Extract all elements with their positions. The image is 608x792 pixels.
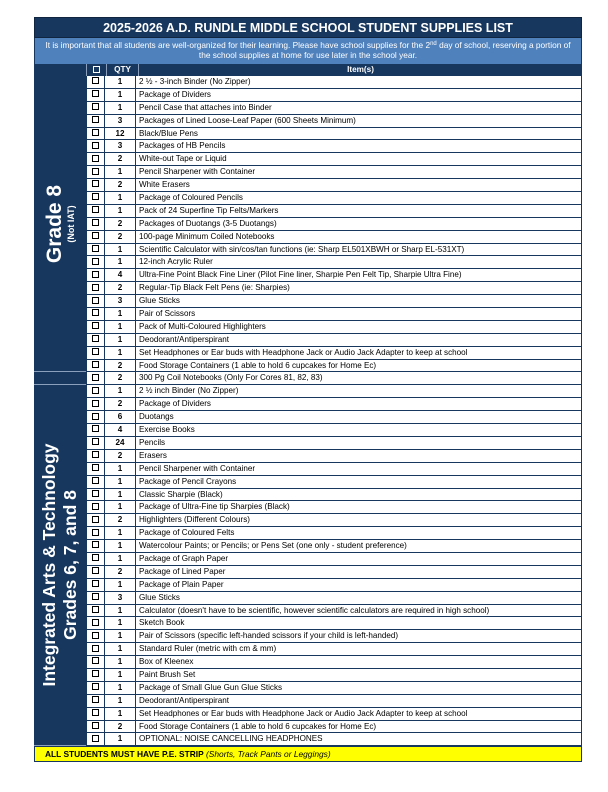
list-item <box>86 540 582 553</box>
checkbox-icon <box>92 129 99 136</box>
header-qty: QTY <box>106 64 138 76</box>
list-item <box>86 566 582 579</box>
item-name: Duotangs <box>136 411 582 423</box>
item-checkbox[interactable] <box>86 179 105 191</box>
checkbox-icon <box>92 258 99 265</box>
item-qty: 1 <box>105 733 136 745</box>
checkbox-icon <box>92 490 99 497</box>
header-spacer <box>34 64 86 76</box>
item-qty: 2 <box>105 282 136 294</box>
item-name: Package of Dividers <box>136 398 582 410</box>
list-item <box>86 682 582 695</box>
checkbox-icon <box>92 142 99 149</box>
item-checkbox[interactable] <box>86 385 105 397</box>
pe-strip-banner <box>34 746 582 762</box>
iat-section <box>34 385 582 746</box>
item-name: Box of Kleenex <box>136 656 582 668</box>
item-qty: 1 <box>105 579 136 591</box>
item-name: Scientific Calculator with sin/cos/tan functions (ie: Sharp EL501XBWH or Sharp EL-531XT) <box>136 244 582 256</box>
item-qty: 2 <box>105 566 136 578</box>
list-item <box>86 527 582 540</box>
list-item <box>86 605 582 618</box>
checkbox-icon <box>92 503 99 510</box>
item-qty: 1 <box>105 334 136 346</box>
item-qty: 2 <box>105 450 136 462</box>
checkbox-icon <box>92 361 99 368</box>
item-qty: 2 <box>105 231 136 243</box>
checkbox-icon <box>92 103 99 110</box>
item-checkbox[interactable] <box>86 669 105 681</box>
item-qty: 1 <box>105 656 136 668</box>
item-name: Sketch Book <box>136 617 582 629</box>
item-qty: 1 <box>105 256 136 268</box>
item-name: Package of Small Glue Gun Glue Sticks <box>136 682 582 694</box>
checkbox-icon <box>92 541 99 548</box>
list-item <box>86 514 582 527</box>
item-qty: 2 <box>105 218 136 230</box>
checkbox-icon <box>92 593 99 600</box>
item-name: 300 Pg Coil Notebooks (Only For Cores 81, 82, 83) <box>136 372 582 384</box>
checkbox-icon <box>92 348 99 355</box>
list-item <box>86 450 582 463</box>
item-qty: 1 <box>105 166 136 178</box>
item-name: Packages of Duotangs (3-5 Duotangs) <box>136 218 582 230</box>
item-qty: 3 <box>105 592 136 604</box>
list-item <box>86 102 582 115</box>
list-item <box>86 89 582 102</box>
list-item <box>86 76 582 89</box>
item-name: Packages of Lined Loose-Leaf Paper (600 Sheets Minimum) <box>136 115 582 127</box>
list-item <box>86 347 582 360</box>
checkbox-icon <box>92 451 99 458</box>
item-qty: 1 <box>105 527 136 539</box>
item-checkbox[interactable] <box>86 682 105 694</box>
checkbox-icon <box>92 657 99 664</box>
checkbox-icon <box>92 670 99 677</box>
checkbox-icon <box>92 529 99 536</box>
item-qty: 1 <box>105 669 136 681</box>
list-item <box>86 489 582 502</box>
item-checkbox[interactable] <box>86 695 105 707</box>
checkbox-icon <box>92 206 99 213</box>
item-name: Package of Plain Paper <box>136 579 582 591</box>
item-qty: 1 <box>105 501 136 513</box>
item-checkbox[interactable] <box>86 269 105 281</box>
intro-text <box>34 38 582 64</box>
checkbox-icon <box>92 413 99 420</box>
item-checkbox[interactable] <box>86 643 105 655</box>
item-checkbox[interactable] <box>86 128 105 140</box>
item-checkbox[interactable] <box>86 437 105 449</box>
checkbox-icon <box>92 477 99 484</box>
footer-bold: ALL STUDENTS MUST HAVE P.E. STRIP <box>45 749 204 760</box>
iat-rows <box>86 385 582 746</box>
intro-superscript: nd <box>430 41 437 47</box>
intro-part1: It is important that all students are well-organized for their learning. Please have school supplies for the 2 <box>45 40 431 50</box>
item-name: 12-inch Acrylic Ruler <box>136 256 582 268</box>
item-qty: 1 <box>105 630 136 642</box>
list-item <box>86 166 582 179</box>
checkbox-icon <box>92 619 99 626</box>
checkbox-icon <box>92 297 99 304</box>
checkbox-icon <box>92 464 99 471</box>
item-checkbox[interactable] <box>86 476 105 488</box>
item-name: Package of Graph Paper <box>136 553 582 565</box>
item-name: Pair of Scissors (specific left-handed scissors if your child is left-handed) <box>136 630 582 642</box>
item-checkbox[interactable] <box>86 463 105 475</box>
checkbox-icon <box>92 335 99 342</box>
item-qty: 1 <box>105 708 136 720</box>
item-name: White-out Tape or Liquid <box>136 153 582 165</box>
item-name: Pack of Multi-Coloured Highlighters <box>136 321 582 333</box>
list-item <box>86 708 582 721</box>
checkbox-icon <box>92 735 99 742</box>
list-item <box>86 372 582 385</box>
checkbox-icon <box>92 77 99 84</box>
item-checkbox[interactable] <box>86 489 105 501</box>
item-qty: 1 <box>105 476 136 488</box>
checkbox-icon <box>92 155 99 162</box>
list-item <box>86 592 582 605</box>
item-checkbox[interactable] <box>86 553 105 565</box>
list-item <box>86 269 582 282</box>
item-name: Deodorant/Antiperspirant <box>136 695 582 707</box>
checkbox-icon <box>92 709 99 716</box>
item-name: Pencil Case that attaches into Binder <box>136 102 582 114</box>
item-checkbox[interactable] <box>86 256 105 268</box>
checkbox-icon <box>92 722 99 729</box>
grade8-section <box>34 76 582 372</box>
item-name: Package of Dividers <box>136 89 582 101</box>
item-name: Glue Sticks <box>136 295 582 307</box>
extra-side <box>34 372 86 385</box>
item-qty: 2 <box>105 360 136 372</box>
item-name: Pair of Scissors <box>136 308 582 320</box>
list-item <box>86 205 582 218</box>
list-item <box>86 695 582 708</box>
item-qty: 1 <box>105 553 136 565</box>
item-qty: 1 <box>105 89 136 101</box>
item-checkbox[interactable] <box>86 89 105 101</box>
list-item <box>86 411 582 424</box>
item-name: OPTIONAL: NOISE CANCELLING HEADPHONES <box>136 733 582 745</box>
list-item <box>86 630 582 643</box>
list-item <box>86 334 582 347</box>
item-name: 2 ½ - 3-inch Binder (No Zipper) <box>136 76 582 88</box>
item-qty: 2 <box>105 153 136 165</box>
item-qty: 1 <box>105 463 136 475</box>
checkbox-icon <box>92 193 99 200</box>
item-checkbox[interactable] <box>86 76 105 88</box>
item-qty: 1 <box>105 76 136 88</box>
checkbox-icon <box>93 66 100 73</box>
item-checkbox[interactable] <box>86 347 105 359</box>
list-item <box>86 128 582 141</box>
checkbox-icon <box>92 696 99 703</box>
item-name: 100-page Minimum Coiled Notebooks <box>136 231 582 243</box>
checkbox-icon <box>92 322 99 329</box>
list-item <box>86 218 582 231</box>
list-item <box>86 295 582 308</box>
item-name: Pencil Sharpener with Container <box>136 463 582 475</box>
grade8-rows <box>86 76 582 372</box>
item-checkbox[interactable] <box>86 205 105 217</box>
checkbox-icon <box>92 232 99 239</box>
item-qty: 1 <box>105 205 136 217</box>
checkbox-icon <box>92 284 99 291</box>
item-name: Exercise Books <box>136 424 582 436</box>
item-name: Package of Ultra-Fine tip Sharpies (Black) <box>136 501 582 513</box>
item-checkbox[interactable] <box>86 372 105 384</box>
item-checkbox[interactable] <box>86 295 105 307</box>
item-name: Package of Pencil Crayons <box>136 476 582 488</box>
item-name: Packages of HB Pencils <box>136 140 582 152</box>
list-item <box>86 179 582 192</box>
item-qty: 2 <box>105 179 136 191</box>
grade8-side-label <box>34 76 86 372</box>
list-item <box>86 476 582 489</box>
item-qty: 1 <box>105 308 136 320</box>
item-name: Set Headphones or Ear buds with Headphone Jack or Audio Jack Adapter to keep at school <box>136 347 582 359</box>
checkbox-icon <box>92 271 99 278</box>
item-name: Ultra-Fine Point Black Fine Liner (Pilot Fine liner, Sharpie Pen Felt Tip, Sharpie Ultra Fine) <box>136 269 582 281</box>
checkbox-icon <box>92 438 99 445</box>
item-qty: 24 <box>105 437 136 449</box>
item-name: Highlighters (Different Colours) <box>136 514 582 526</box>
item-qty: 1 <box>105 385 136 397</box>
item-qty: 1 <box>105 605 136 617</box>
item-name: Pencils <box>136 437 582 449</box>
list-item <box>86 115 582 128</box>
checkbox-icon <box>92 632 99 639</box>
item-qty: 1 <box>105 244 136 256</box>
list-item <box>86 617 582 630</box>
list-item <box>86 398 582 411</box>
item-checkbox[interactable] <box>86 592 105 604</box>
list-item <box>86 308 582 321</box>
checkbox-icon <box>92 554 99 561</box>
item-checkbox[interactable] <box>86 708 105 720</box>
item-qty: 1 <box>105 192 136 204</box>
list-item <box>86 424 582 437</box>
item-qty: 3 <box>105 295 136 307</box>
iat-side-label <box>34 385 86 746</box>
item-checkbox[interactable] <box>86 115 105 127</box>
list-item <box>86 643 582 656</box>
list-item <box>86 231 582 244</box>
list-item <box>86 463 582 476</box>
item-qty: 2 <box>105 372 136 384</box>
list-item <box>86 669 582 682</box>
list-item <box>86 256 582 269</box>
item-qty: 6 <box>105 411 136 423</box>
item-checkbox[interactable] <box>86 450 105 462</box>
checkbox-icon <box>92 425 99 432</box>
checkbox-icon <box>92 374 99 381</box>
item-name: Regular-Tip Black Felt Pens (ie: Sharpies) <box>136 282 582 294</box>
table-header <box>34 64 582 76</box>
extra-section <box>34 372 582 385</box>
list-item <box>86 140 582 153</box>
item-qty: 4 <box>105 269 136 281</box>
checkbox-icon <box>92 516 99 523</box>
item-name: Black/Blue Pens <box>136 128 582 140</box>
item-name: Package of Coloured Felts <box>136 527 582 539</box>
item-qty: 1 <box>105 617 136 629</box>
item-checkbox[interactable] <box>86 540 105 552</box>
item-checkbox[interactable] <box>86 411 105 423</box>
item-checkbox[interactable] <box>86 140 105 152</box>
item-checkbox[interactable] <box>86 102 105 114</box>
checkbox-icon <box>92 168 99 175</box>
item-checkbox[interactable] <box>86 424 105 436</box>
checkbox-icon <box>92 580 99 587</box>
item-checkbox[interactable] <box>86 579 105 591</box>
list-item <box>86 733 582 746</box>
item-qty: 3 <box>105 140 136 152</box>
supplies-sheet <box>34 17 582 762</box>
item-checkbox[interactable] <box>86 398 105 410</box>
grade8-label: Grade 8 <box>43 184 66 263</box>
list-item <box>86 656 582 669</box>
list-item <box>86 437 582 450</box>
item-qty: 2 <box>105 514 136 526</box>
item-name: Set Headphones or Ear buds with Headphone Jack or Audio Jack Adapter to keep at school <box>136 708 582 720</box>
item-qty: 1 <box>105 643 136 655</box>
item-qty: 1 <box>105 347 136 359</box>
item-checkbox[interactable] <box>86 617 105 629</box>
item-name: Watercolour Paints; or Pencils; or Pens Set (one only - student preference) <box>136 540 582 552</box>
item-checkbox[interactable] <box>86 244 105 256</box>
list-item <box>86 385 582 398</box>
item-checkbox[interactable] <box>86 153 105 165</box>
item-checkbox[interactable] <box>86 308 105 320</box>
item-checkbox[interactable] <box>86 360 105 372</box>
item-checkbox[interactable] <box>86 166 105 178</box>
checkbox-icon <box>92 180 99 187</box>
checkbox-icon <box>92 90 99 97</box>
checkbox-icon <box>92 245 99 252</box>
header-items: Item(s) <box>138 64 582 76</box>
checkbox-icon <box>92 400 99 407</box>
intro-part2: day of school, reserving a portion of the school supplies at home for use later in the school year. <box>198 40 571 60</box>
checkbox-icon <box>92 387 99 394</box>
item-name: Erasers <box>136 450 582 462</box>
item-checkbox[interactable] <box>86 218 105 230</box>
checkbox-icon <box>92 567 99 574</box>
item-qty: 2 <box>105 721 136 733</box>
checkbox-icon <box>92 606 99 613</box>
checkbox-icon <box>92 309 99 316</box>
checkbox-icon <box>92 645 99 652</box>
item-checkbox[interactable] <box>86 656 105 668</box>
item-qty: 12 <box>105 128 136 140</box>
item-checkbox[interactable] <box>86 321 105 333</box>
checkbox-icon <box>92 116 99 123</box>
list-item <box>86 244 582 257</box>
list-item <box>86 192 582 205</box>
item-checkbox[interactable] <box>86 501 105 513</box>
page-title: 2025-2026 A.D. RUNDLE MIDDLE SCHOOL STUDENT SUPPLIES LIST <box>34 17 582 38</box>
item-name: Calculator (doesn't have to be scientific, however scientific calculators are required in high school) <box>136 605 582 617</box>
item-name: Pack of 24 Superfine Tip Felts/Markers <box>136 205 582 217</box>
item-checkbox[interactable] <box>86 231 105 243</box>
list-item <box>86 501 582 514</box>
extra-rows <box>86 372 582 385</box>
list-item <box>86 282 582 295</box>
item-name: Deodorant/Antiperspirant <box>136 334 582 346</box>
item-qty: 1 <box>105 102 136 114</box>
item-qty: 1 <box>105 321 136 333</box>
footer-italic: (Shorts, Track Pants or Leggings) <box>206 749 331 760</box>
item-checkbox[interactable] <box>86 334 105 346</box>
item-checkbox[interactable] <box>86 566 105 578</box>
list-item <box>86 321 582 334</box>
list-item <box>86 721 582 734</box>
item-checkbox[interactable] <box>86 605 105 617</box>
item-qty: 1 <box>105 682 136 694</box>
grade8-sublabel: (Not IAT) <box>66 205 76 243</box>
item-name: Classic Sharpie (Black) <box>136 489 582 501</box>
checkbox-icon <box>92 683 99 690</box>
item-name: Package of Coloured Pencils <box>136 192 582 204</box>
item-name: White Erasers <box>136 179 582 191</box>
item-name: Pencil Sharpener with Container <box>136 166 582 178</box>
list-item <box>86 579 582 592</box>
item-checkbox[interactable] <box>86 733 105 745</box>
item-qty: 3 <box>105 115 136 127</box>
item-checkbox[interactable] <box>86 514 105 526</box>
item-checkbox[interactable] <box>86 527 105 539</box>
item-qty: 2 <box>105 398 136 410</box>
iat-label-line2: Grades 6, 7, and 8 <box>60 490 80 641</box>
list-item <box>86 360 582 373</box>
list-item <box>86 153 582 166</box>
item-name: Food Storage Containers (1 able to hold 6 cupcakes for Home Ec) <box>136 721 582 733</box>
item-qty: 1 <box>105 489 136 501</box>
iat-label-line1: Integrated Arts & Technology <box>39 443 59 687</box>
item-name: Food Storage Containers (1 able to hold 6 cupcakes for Home Ec) <box>136 360 582 372</box>
item-name: 2 ½ inch Binder (No Zipper) <box>136 385 582 397</box>
item-checkbox[interactable] <box>86 192 105 204</box>
item-name: Standard Ruler (metric with cm & mm) <box>136 643 582 655</box>
header-checkbox-col <box>86 64 106 76</box>
item-checkbox[interactable] <box>86 721 105 733</box>
item-checkbox[interactable] <box>86 282 105 294</box>
item-qty: 4 <box>105 424 136 436</box>
checkbox-icon <box>92 219 99 226</box>
item-name: Package of Lined Paper <box>136 566 582 578</box>
item-name: Glue Sticks <box>136 592 582 604</box>
item-qty: 1 <box>105 695 136 707</box>
item-name: Paint Brush Set <box>136 669 582 681</box>
item-qty: 1 <box>105 540 136 552</box>
list-item <box>86 553 582 566</box>
item-checkbox[interactable] <box>86 630 105 642</box>
